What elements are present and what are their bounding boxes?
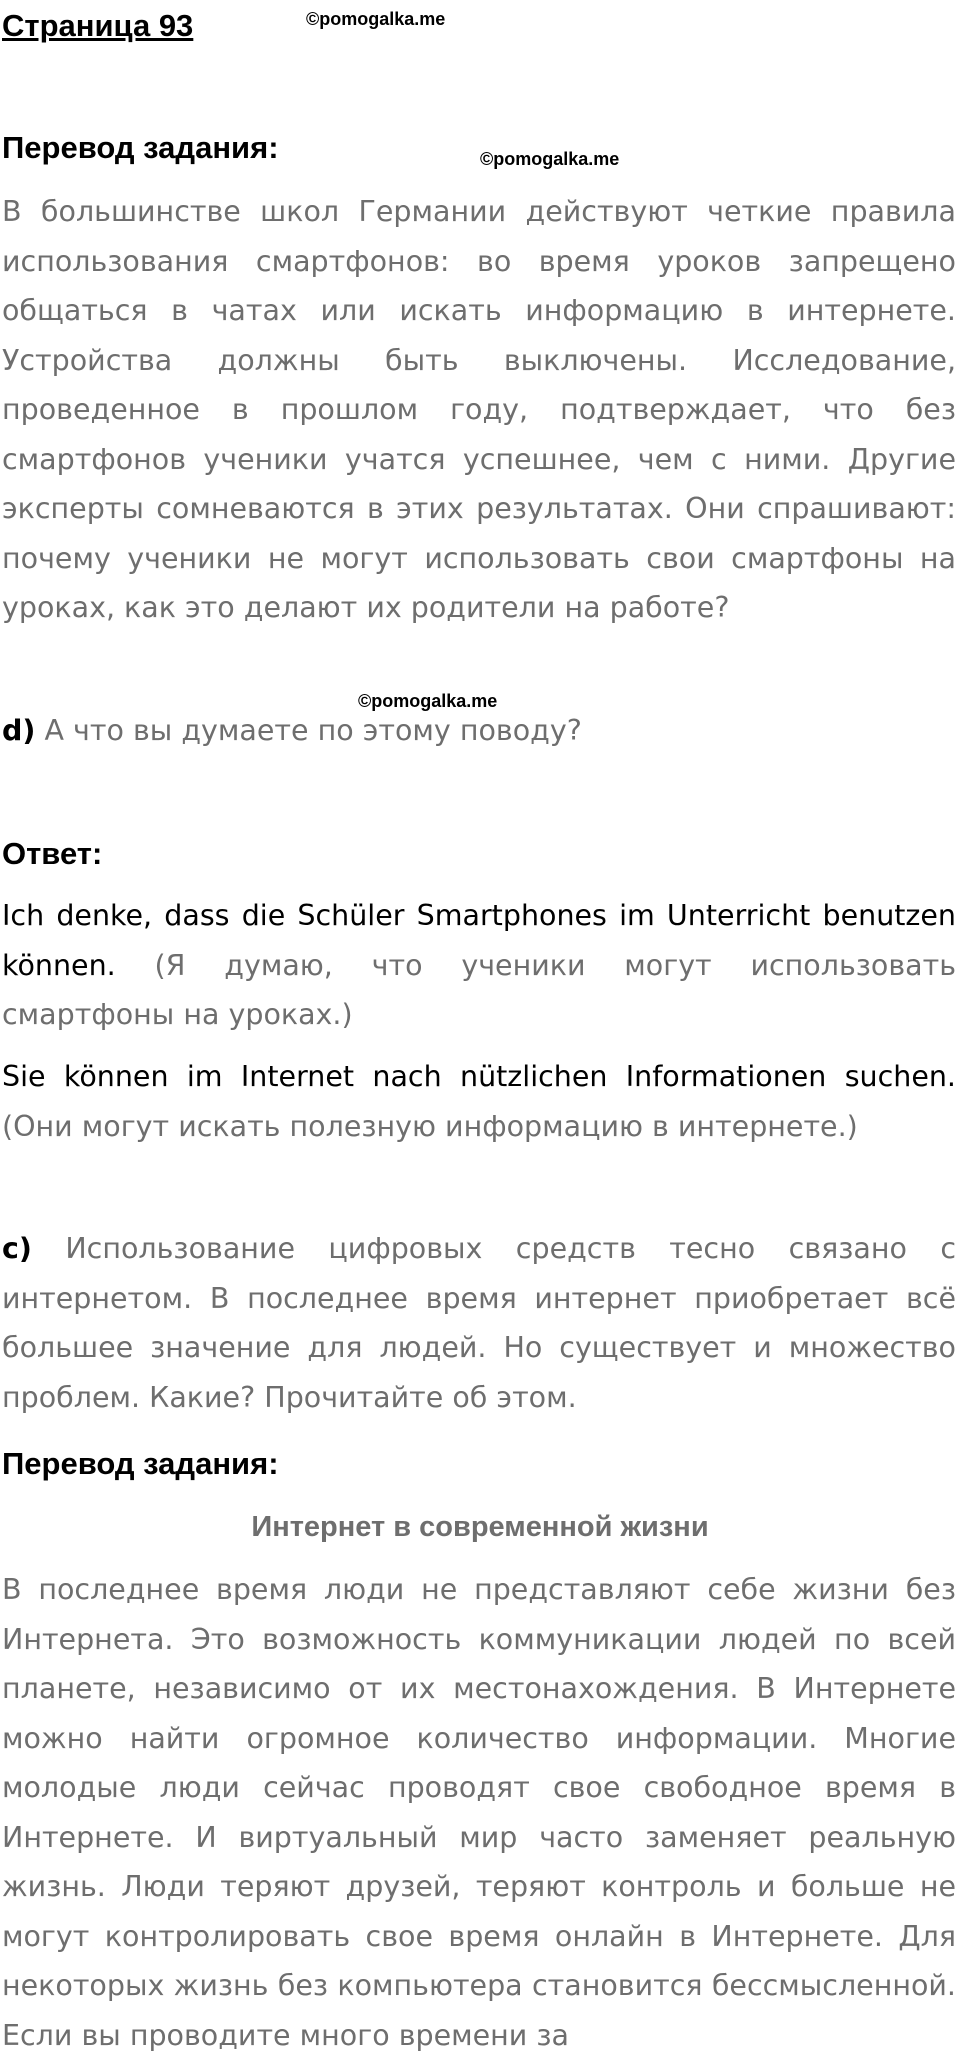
article-paragraph: В последнее время люди не представляют себе жизни без Интернета. Это возможность коммуникации людей по всей планете, независимо от их местонахождения. В Интернете можно найти огромное количество информации. Многие молодые люди сейчас проводят свое свободное время в Интернете. И виртуальный мир часто заменяет реальную жизнь. Люди теряют друзей, теряют контроль и больше не могут контролировать свое время онлайн в Интернете. Для некоторых жизнь без компьютера становится бессмысленной. Если вы проводите много времени за — [2, 1573, 956, 2052]
answer-2-german: Sie können im Internet nach nützlichen Informationen suchen. — [2, 1060, 956, 1093]
task-d-text: А что вы думаете по этому поводу? — [44, 714, 582, 747]
task-c-text: Использование цифровых средств тесно связано с интернетом. В последнее время интернет приобретает всё большее значение для людей. Но существует и множество проблем. Какие? Прочитайте об этом. — [2, 1232, 956, 1414]
article-title: Интернет в современной жизни — [251, 1511, 709, 1543]
answer-paragraph-2 — [2, 1052, 956, 1151]
watermark: ©pomogalka.me — [480, 149, 620, 169]
watermark: ©pomogalka.me — [306, 9, 446, 29]
answer-1-german: Ich denke, dass die Schüler Smartphones im Unterricht benutzen können. — [2, 899, 956, 982]
answer-2-russian: (Они могут искать полезную информацию в интернете.) — [2, 1109, 858, 1143]
answer-1-russian: (Я думаю, что ученики могут использовать смартфоны на уроках.) — [2, 948, 956, 1031]
task-d — [2, 706, 956, 756]
answer-paragraph-1 — [2, 891, 956, 1040]
task-c-marker: c) — [2, 1232, 32, 1265]
answer-heading: Ответ: — [2, 836, 103, 871]
section-heading-translation-2: Перевод задания: — [2, 1446, 279, 1481]
section-heading-translation: Перевод задания: — [2, 130, 279, 165]
task-c — [2, 1224, 956, 1422]
page-number: Страница 93 — [2, 8, 194, 43]
translation-paragraph: В большинстве школ Германии действуют четкие правила использования смартфонов: во время уроков запрещено общаться в чатах или искать информацию в интернете. Устройства должны быть выключены. Исследование, проведенное в прошлом году, подтверждает, что без смартфонов ученики учатся успешнее, чем с ними. Другие эксперты сомневаются в этих результатах. Они спрашивают: почему ученики не могут использовать свои смартфоны на уроках, как это делают их родители на работе? — [2, 195, 956, 624]
task-d-marker: d) — [2, 714, 36, 747]
watermark: ©pomogalka.me — [358, 691, 498, 711]
